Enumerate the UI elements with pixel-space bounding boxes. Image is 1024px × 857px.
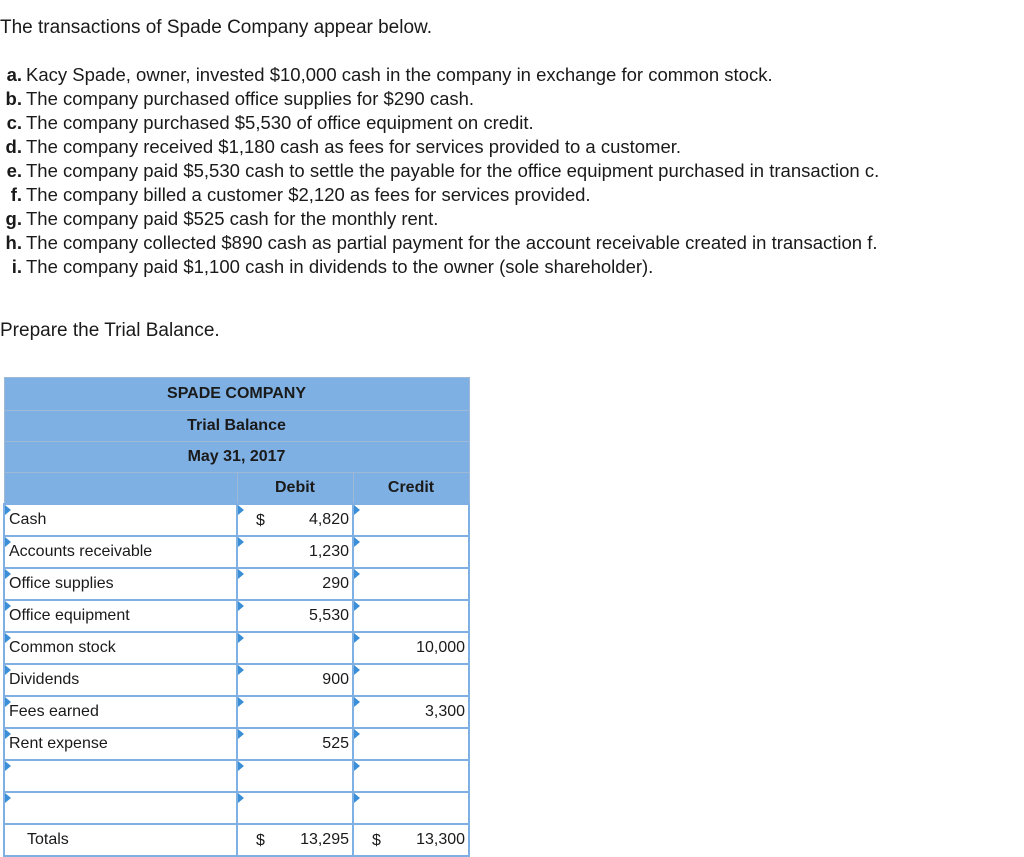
debit-input-value: 4,820 <box>308 511 349 528</box>
credit-input-value: 3,300 <box>424 703 466 720</box>
credit-input[interactable] <box>353 792 469 824</box>
transaction-text: The company paid $1,100 cash in dividends to the owner (sole shareholder). <box>26 256 654 277</box>
dropdown-marker-icon <box>354 793 360 803</box>
debit-input[interactable] <box>237 600 353 632</box>
dropdown-marker-icon <box>354 537 360 547</box>
statement-date: May 31, 2017 <box>4 442 469 473</box>
account-input[interactable] <box>4 568 237 600</box>
dropdown-marker-icon <box>238 665 244 675</box>
account-input[interactable] <box>4 632 237 664</box>
transaction-key: a. <box>6 64 22 85</box>
dropdown-marker-icon <box>5 601 11 611</box>
account-input[interactable] <box>4 504 237 536</box>
dropdown-marker-icon <box>5 505 11 515</box>
debit-input[interactable] <box>237 696 353 728</box>
transaction-item <box>0 183 879 207</box>
dropdown-marker-icon <box>238 697 244 707</box>
transaction-text: The company paid $525 cash for the monthly rent. <box>26 208 439 229</box>
currency-symbol: $ <box>256 832 265 849</box>
dropdown-marker-icon <box>238 633 244 643</box>
account-input[interactable] <box>4 792 237 824</box>
account-input-value: Accounts receivable <box>9 543 153 560</box>
dropdown-marker-icon <box>238 505 244 515</box>
debit-input-value: 1,230 <box>308 543 349 560</box>
statement-title: Trial Balance <box>4 411 469 442</box>
account-input-value: Cash <box>9 511 47 528</box>
dropdown-marker-icon <box>354 601 360 611</box>
totals-row <box>4 824 469 856</box>
credit-input[interactable] <box>353 760 469 792</box>
credit-column-header: Credit <box>353 473 469 505</box>
total-debit-value: 13,295 <box>300 831 349 848</box>
credit-input[interactable] <box>353 600 469 632</box>
transaction-text: The company billed a customer $2,120 as fees for services provided. <box>26 184 591 205</box>
dropdown-marker-icon <box>5 633 11 643</box>
transaction-key: i. <box>11 256 22 277</box>
credit-input[interactable] <box>353 536 469 568</box>
account-input-value: Office equipment <box>9 607 130 624</box>
credit-input[interactable] <box>353 728 469 760</box>
instruction-text: Prepare the Trial Balance. <box>0 320 220 341</box>
transaction-item <box>0 255 879 279</box>
debit-input[interactable] <box>237 504 353 536</box>
total-credit-value: 13,300 <box>416 831 466 848</box>
table-row <box>4 696 469 728</box>
transaction-item <box>0 63 879 87</box>
account-input[interactable] <box>4 728 237 760</box>
account-input[interactable] <box>4 536 237 568</box>
total-debit-cell <box>237 824 353 856</box>
credit-input-value: 10,000 <box>416 639 466 656</box>
credit-input[interactable] <box>353 696 469 728</box>
debit-input[interactable] <box>237 792 353 824</box>
transaction-text: The company received $1,180 cash as fees for services provided to a customer. <box>26 136 682 157</box>
table-row <box>4 728 469 760</box>
table-row <box>4 536 469 568</box>
transaction-key: e. <box>6 160 22 181</box>
table-row <box>4 792 469 824</box>
total-credit-cell <box>353 824 469 856</box>
transaction-item <box>0 231 879 255</box>
dropdown-marker-icon <box>5 697 11 707</box>
dropdown-marker-icon <box>354 569 360 579</box>
transaction-item <box>0 111 879 135</box>
dropdown-marker-icon <box>5 665 11 675</box>
transaction-text: The company collected $890 cash as partial payment for the account receivable created in transaction f. <box>26 232 878 253</box>
dropdown-marker-icon <box>5 729 11 739</box>
totals-label: Totals <box>4 824 237 856</box>
transaction-text: The company paid $5,530 cash to settle the payable for the office equipment purchased in transaction c. <box>26 160 880 181</box>
transaction-item <box>0 159 879 183</box>
dropdown-marker-icon <box>354 697 360 707</box>
account-input[interactable] <box>4 600 237 632</box>
table-row <box>4 568 469 600</box>
transaction-key: f. <box>10 184 22 205</box>
transaction-key: g. <box>5 208 22 229</box>
debit-input-value: 290 <box>322 575 349 592</box>
company-name: SPADE COMPANY <box>4 378 469 411</box>
debit-input[interactable] <box>237 632 353 664</box>
account-input-value: Rent expense <box>9 735 108 752</box>
dropdown-marker-icon <box>5 793 11 803</box>
table-row <box>4 664 469 696</box>
transaction-key: h. <box>5 232 22 253</box>
currency-symbol: $ <box>372 832 381 849</box>
dropdown-marker-icon <box>354 729 360 739</box>
credit-input[interactable] <box>353 664 469 696</box>
intro-text: The transactions of Spade Company appear below. <box>0 17 432 38</box>
dropdown-marker-icon <box>238 729 244 739</box>
dropdown-marker-icon <box>5 569 11 579</box>
account-input[interactable] <box>4 696 237 728</box>
transaction-item <box>0 87 879 111</box>
debit-input[interactable] <box>237 728 353 760</box>
credit-input[interactable] <box>353 504 469 536</box>
account-input-value: Common stock <box>9 639 116 656</box>
credit-input[interactable] <box>353 568 469 600</box>
dropdown-marker-icon <box>354 505 360 515</box>
table-row <box>4 632 469 664</box>
debit-input-value: 525 <box>322 735 349 752</box>
dropdown-marker-icon <box>238 569 244 579</box>
table-row <box>4 760 469 792</box>
dropdown-marker-icon <box>354 761 360 771</box>
account-input-value: Office supplies <box>9 575 114 592</box>
currency-symbol: $ <box>256 512 265 529</box>
account-input-value: Dividends <box>9 671 80 688</box>
transaction-text: The company purchased $5,530 of office equipment on credit. <box>26 112 534 133</box>
table-row <box>4 504 469 536</box>
trial-balance-table <box>3 377 470 857</box>
account-column-header <box>4 473 237 505</box>
transaction-text: Kacy Spade, owner, invested $10,000 cash in the company in exchange for common stock. <box>26 64 773 85</box>
dropdown-marker-icon <box>238 761 244 771</box>
debit-input[interactable] <box>237 664 353 696</box>
account-input-value: Fees earned <box>9 703 99 720</box>
transaction-key: c. <box>6 112 22 133</box>
transaction-text: The company purchased office supplies for $290 cash. <box>26 88 475 109</box>
debit-input[interactable] <box>237 760 353 792</box>
debit-input-value: 900 <box>322 671 349 688</box>
debit-input[interactable] <box>237 568 353 600</box>
transaction-key: b. <box>5 88 22 109</box>
debit-column-header: Debit <box>237 473 353 505</box>
account-input[interactable] <box>4 664 237 696</box>
dropdown-marker-icon <box>238 601 244 611</box>
debit-input-value: 5,530 <box>308 607 349 624</box>
transactions-list <box>0 63 879 279</box>
dropdown-marker-icon <box>238 793 244 803</box>
transaction-item <box>0 207 879 231</box>
dropdown-marker-icon <box>354 665 360 675</box>
transaction-item <box>0 135 879 159</box>
transaction-key: d. <box>5 136 22 157</box>
debit-input[interactable] <box>237 536 353 568</box>
dropdown-marker-icon <box>238 537 244 547</box>
dropdown-marker-icon <box>354 633 360 643</box>
dropdown-marker-icon <box>5 537 11 547</box>
dropdown-marker-icon <box>5 761 11 771</box>
table-row <box>4 600 469 632</box>
credit-input[interactable] <box>353 632 469 664</box>
account-input[interactable] <box>4 760 237 792</box>
